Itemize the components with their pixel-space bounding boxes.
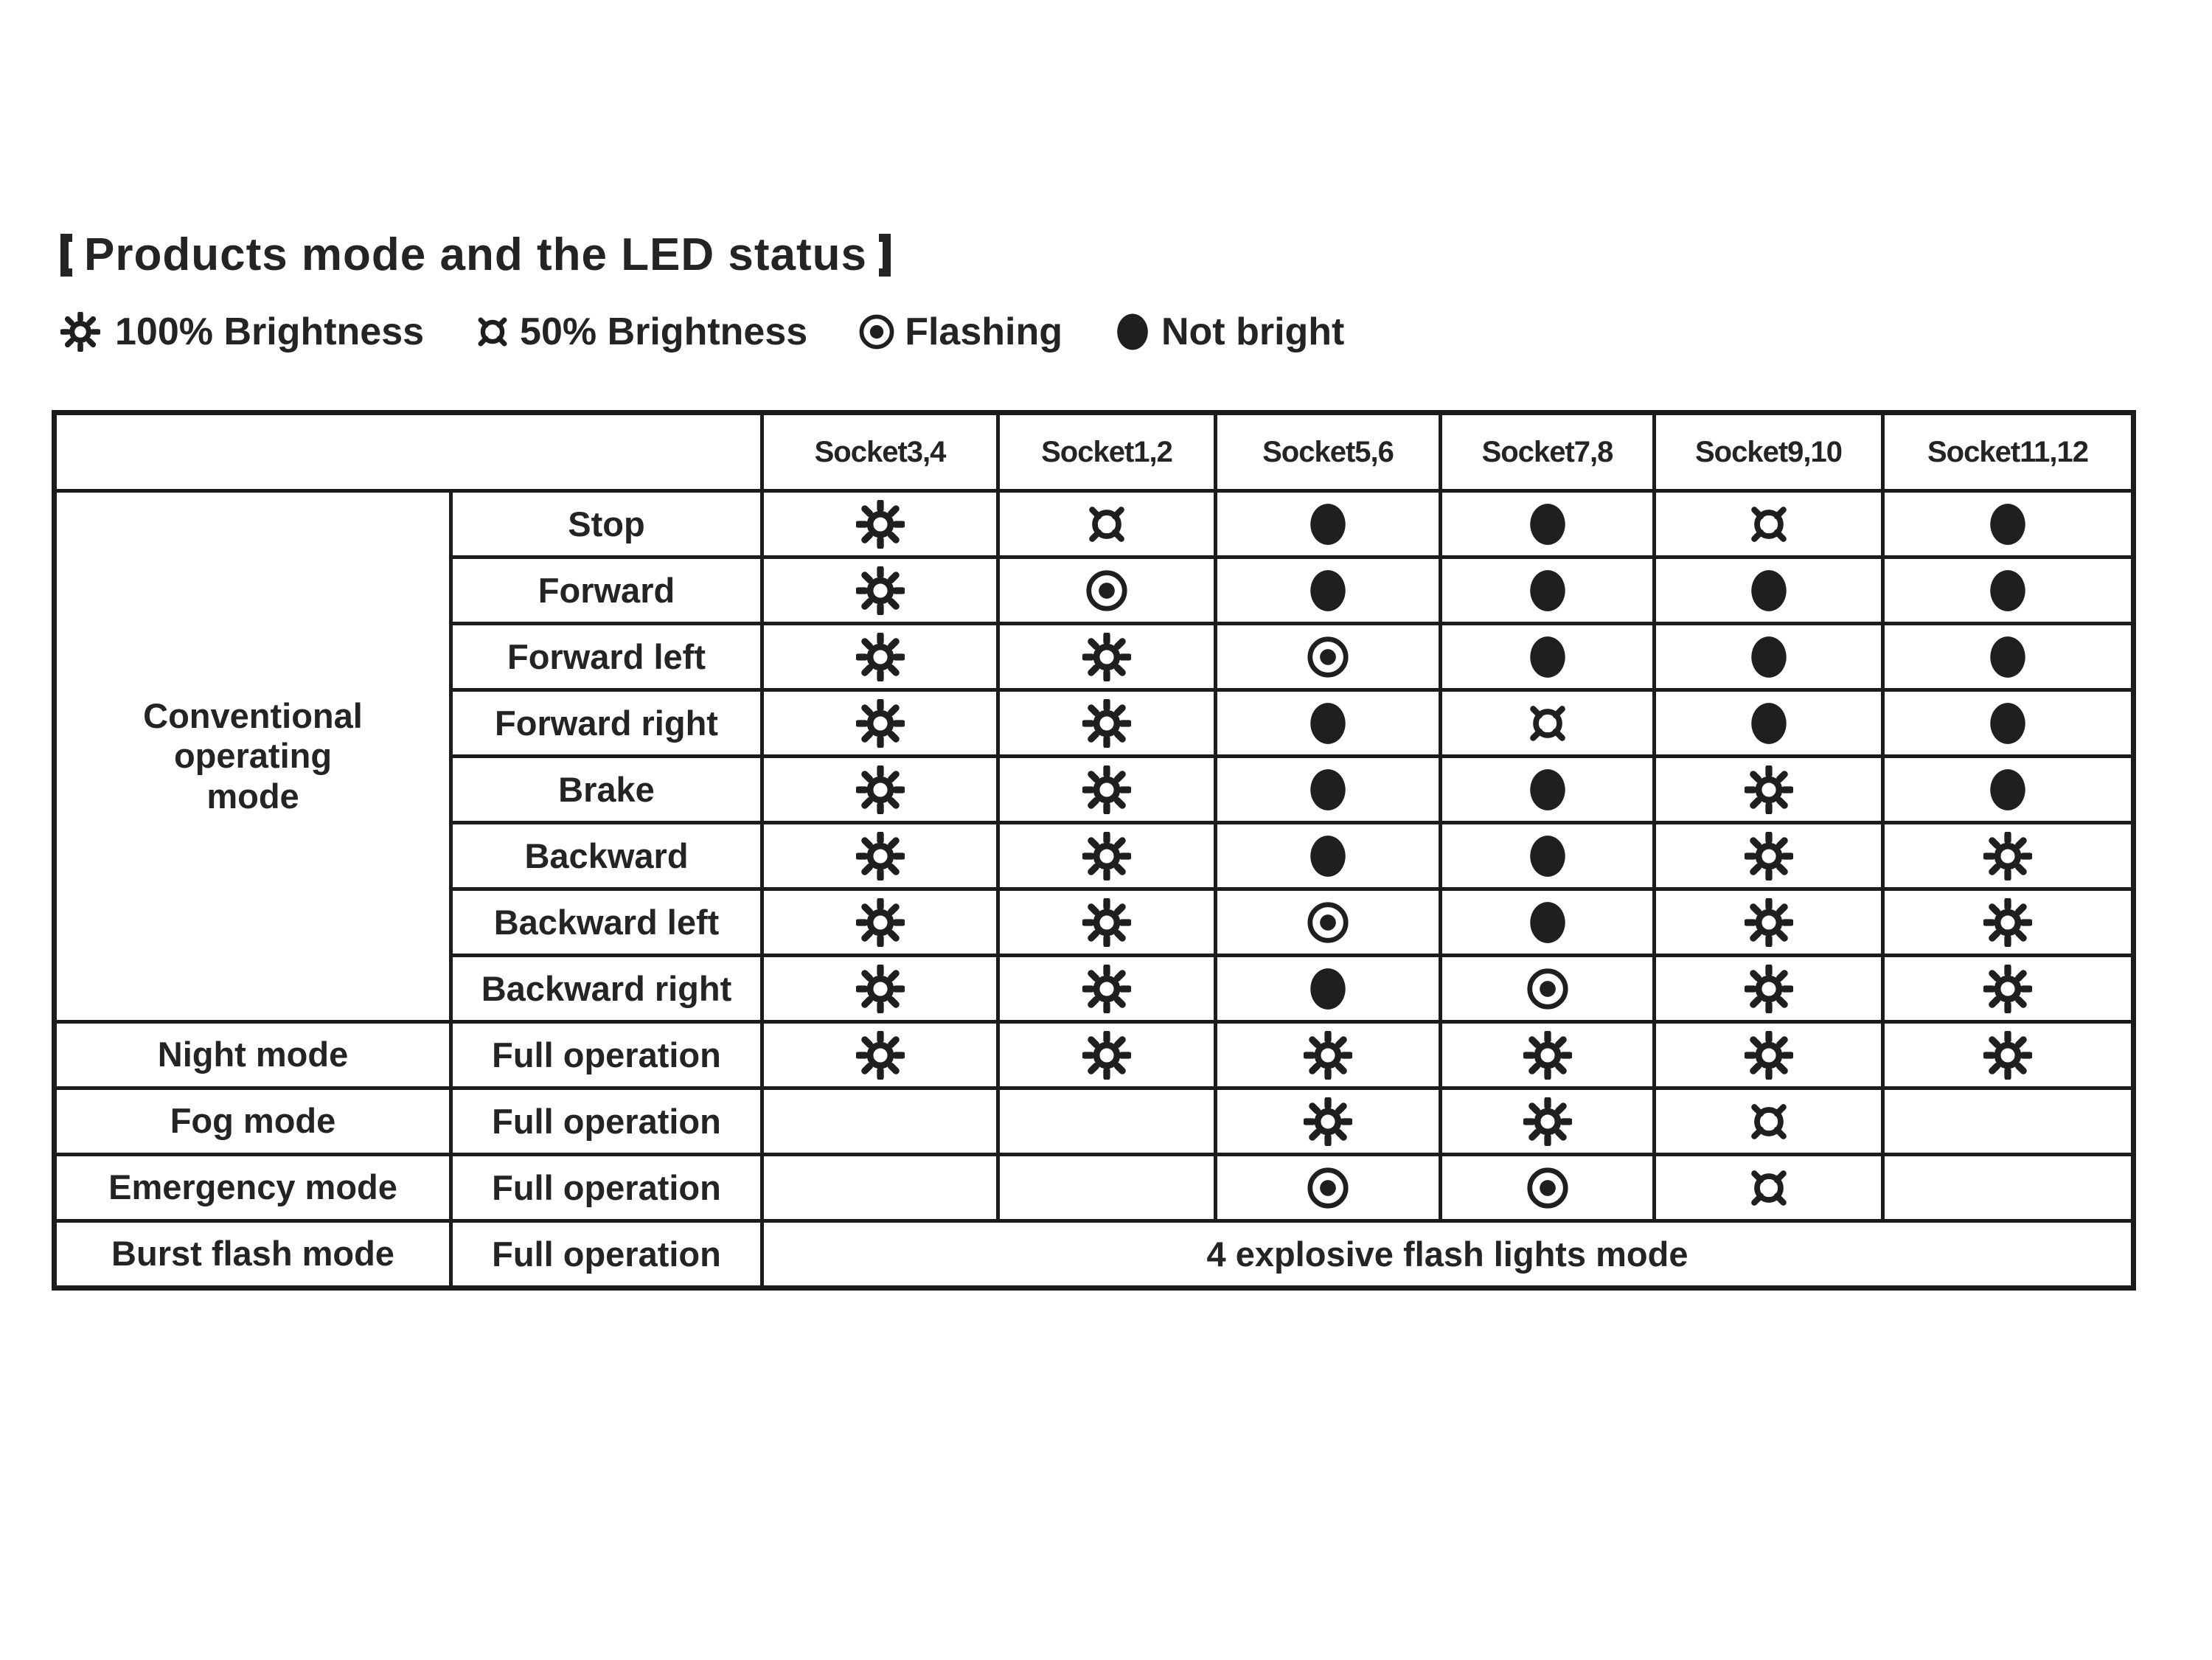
brightness-100-icon [1523,1097,1572,1146]
brightness-100-icon [1523,1031,1572,1080]
brightness-100-icon [856,566,905,615]
brightness-100-icon [1983,965,2032,1013]
not-bright-icon [1523,832,1572,881]
led-status-cell [1441,823,1655,889]
not-bright-icon [1983,699,2032,748]
led-status-cell [1441,1088,1655,1155]
led-status-cell [1216,491,1441,558]
not-bright-icon [1523,633,1572,681]
legend-label: 50% Brightness [520,310,808,353]
brightness-100-icon [1082,965,1131,1013]
led-status-cell [762,757,998,823]
legend-item [473,310,807,354]
led-status-cell [1655,757,1883,823]
socket-column-header: Socket1,2 [998,413,1216,491]
led-status-cell [1883,757,2134,823]
brightness-100-icon [1082,898,1131,947]
legend-label: Not bright [1161,310,1345,353]
led-status-cell [1655,1088,1883,1155]
led-status-cell [1655,1022,1883,1088]
table-row [55,1088,2134,1155]
led-status-cell [1441,491,1655,558]
table-row [55,1155,2134,1221]
led-status-cell [998,1088,1216,1155]
not-bright-icon [1304,832,1352,881]
led-status-cell [1441,1155,1655,1221]
not-bright-icon [1304,765,1352,814]
led-status-cell [998,956,1216,1022]
socket-column-header: Socket3,4 [762,413,998,491]
brightness-50-icon [1745,1097,1793,1146]
row-group-label: Conventional operating mode [55,491,451,1022]
not-bright-icon [1523,898,1572,947]
lenticular-bracket-left-icon [60,234,72,277]
not-bright-icon [1983,765,2032,814]
led-status-cell [762,1022,998,1088]
brightness-100-icon [856,965,905,1013]
mode-label: Backward right [451,956,762,1022]
not-bright-icon [1111,310,1154,353]
led-status-cell [1883,624,2134,690]
socket-column-header: Socket7,8 [1441,413,1655,491]
flashing-icon [1304,1164,1352,1212]
legend-item [856,310,1062,354]
mode-label: Forward [451,558,762,624]
led-status-cell [1216,956,1441,1022]
brightness-100-icon [1082,832,1131,881]
led-status-cell [998,558,1216,624]
not-bright-icon [1304,566,1352,615]
led-status-cell [1441,624,1655,690]
led-status-cell [1883,1088,2134,1155]
table-row [55,1221,2134,1288]
led-status-cell [1883,956,2134,1022]
mode-label: Stop [451,491,762,558]
mode-label: Full operation [451,1221,762,1288]
led-status-cell [998,491,1216,558]
led-status-cell [998,1022,1216,1088]
led-status-cell [1883,558,2134,624]
led-status-cell [1655,1155,1883,1221]
corner-header-cell [55,413,762,491]
not-bright-icon [1304,500,1352,549]
brightness-100-icon [856,1031,905,1080]
led-status-cell [1883,491,2134,558]
not-bright-icon [1304,965,1352,1013]
led-status-cell [1655,690,1883,757]
flashing-icon [1523,1164,1572,1212]
legend-item [60,310,424,354]
brightness-100-icon [1983,832,2032,881]
led-status-cell [1216,1088,1441,1155]
led-status-cell [762,690,998,757]
led-status-cell [1216,757,1441,823]
led-status-cell [762,889,998,956]
socket-column-header: Socket5,6 [1216,413,1441,491]
flashing-icon [856,311,897,353]
brightness-50-icon [1523,699,1572,748]
led-status-cell [998,624,1216,690]
brightness-100-icon [856,699,905,748]
socket-column-header: Socket9,10 [1655,413,1883,491]
mode-label: Full operation [451,1088,762,1155]
legend-label: 100% Brightness [115,310,425,353]
legend-item [1111,310,1344,354]
brightness-50-icon [473,312,512,352]
table-row [55,1022,2134,1088]
led-status-cell [1883,1155,2134,1221]
led-status-cell [1441,889,1655,956]
brightness-100-icon [1082,1031,1131,1080]
row-group-label: Burst flash mode [55,1221,451,1288]
led-status-cell [1441,956,1655,1022]
flashing-icon [1523,965,1572,1013]
led-status-cell [1216,1022,1441,1088]
socket-column-header: Socket11,12 [1883,413,2134,491]
led-status-cell [762,558,998,624]
led-status-cell [998,1155,1216,1221]
row-group-label: Night mode [55,1022,451,1088]
not-bright-icon [1745,699,1793,748]
not-bright-icon [1983,633,2032,681]
led-status-cell [1655,823,1883,889]
page-title [60,229,891,281]
not-bright-icon [1523,566,1572,615]
led-status-cell [1655,889,1883,956]
led-status-cell [1883,823,2134,889]
row-group-label: Emergency mode [55,1155,451,1221]
brightness-100-icon [1983,1031,2032,1080]
led-status-table [52,410,2136,1291]
led-status-cell [998,690,1216,757]
led-status-cell [998,889,1216,956]
brightness-100-icon [1304,1097,1352,1146]
led-status-cell [1883,1022,2134,1088]
led-status-cell [1883,690,2134,757]
led-status-cell [1441,558,1655,624]
led-status-cell [762,823,998,889]
led-status-cell [762,491,998,558]
led-status-cell [1216,889,1441,956]
not-bright-icon [1983,566,2032,615]
brightness-100-icon [1082,699,1131,748]
brightness-100-icon [1983,898,2032,947]
table-row [55,491,2134,558]
mode-label: Full operation [451,1022,762,1088]
not-bright-icon [1304,699,1352,748]
led-status-cell [1883,889,2134,956]
led-status-cell [762,1155,998,1221]
not-bright-icon [1983,500,2032,549]
brightness-100-icon [856,500,905,549]
brightness-100-icon [856,765,905,814]
brightness-50-icon [1745,500,1793,549]
led-status-cell [1655,558,1883,624]
flashing-icon [1304,633,1352,681]
flashing-icon [1304,898,1352,947]
brightness-100-icon [1745,765,1793,814]
brightness-50-icon [1745,1164,1793,1212]
page-title-text: Products mode and the LED status [84,229,868,280]
lenticular-bracket-right-icon [879,234,891,277]
brightness-100-icon [856,898,905,947]
flashing-icon [1082,566,1131,615]
not-bright-icon [1523,765,1572,814]
led-status-cell [762,624,998,690]
led-status-cell [1441,1022,1655,1088]
mode-label: Full operation [451,1155,762,1221]
led-status-cell [1441,757,1655,823]
brightness-100-icon [856,832,905,881]
legend [60,310,1344,354]
led-status-cell [1216,823,1441,889]
led-status-cell [1216,690,1441,757]
led-status-cell [1655,491,1883,558]
brightness-100-icon [856,633,905,681]
mode-label: Brake [451,757,762,823]
legend-label: Flashing [905,310,1062,353]
mode-label: Forward left [451,624,762,690]
brightness-100-icon [1745,898,1793,947]
brightness-100-icon [1082,765,1131,814]
brightness-100-icon [1304,1031,1352,1080]
led-status-cell [1216,624,1441,690]
not-bright-icon [1745,566,1793,615]
row-group-label: Fog mode [55,1088,451,1155]
led-status-cell [998,823,1216,889]
brightness-100-icon [1082,633,1131,681]
brightness-100-icon [60,312,100,352]
brightness-100-icon [1745,832,1793,881]
led-status-cell [762,956,998,1022]
led-status-cell [1216,1155,1441,1221]
led-status-cell [1216,558,1441,624]
burst-flash-note-cell: 4 explosive flash lights mode [762,1221,2134,1288]
mode-label: Backward [451,823,762,889]
mode-label: Forward right [451,690,762,757]
led-status-cell [1441,690,1655,757]
brightness-100-icon [1745,965,1793,1013]
led-status-cell [1655,956,1883,1022]
not-bright-icon [1745,633,1793,681]
led-status-cell [998,757,1216,823]
brightness-50-icon [1082,500,1131,549]
header-row [55,413,2134,491]
led-status-cell [1655,624,1883,690]
not-bright-icon [1523,500,1572,549]
mode-label: Backward left [451,889,762,956]
brightness-100-icon [1745,1031,1793,1080]
led-status-table-grid [52,410,2136,1291]
led-status-cell [762,1088,998,1155]
